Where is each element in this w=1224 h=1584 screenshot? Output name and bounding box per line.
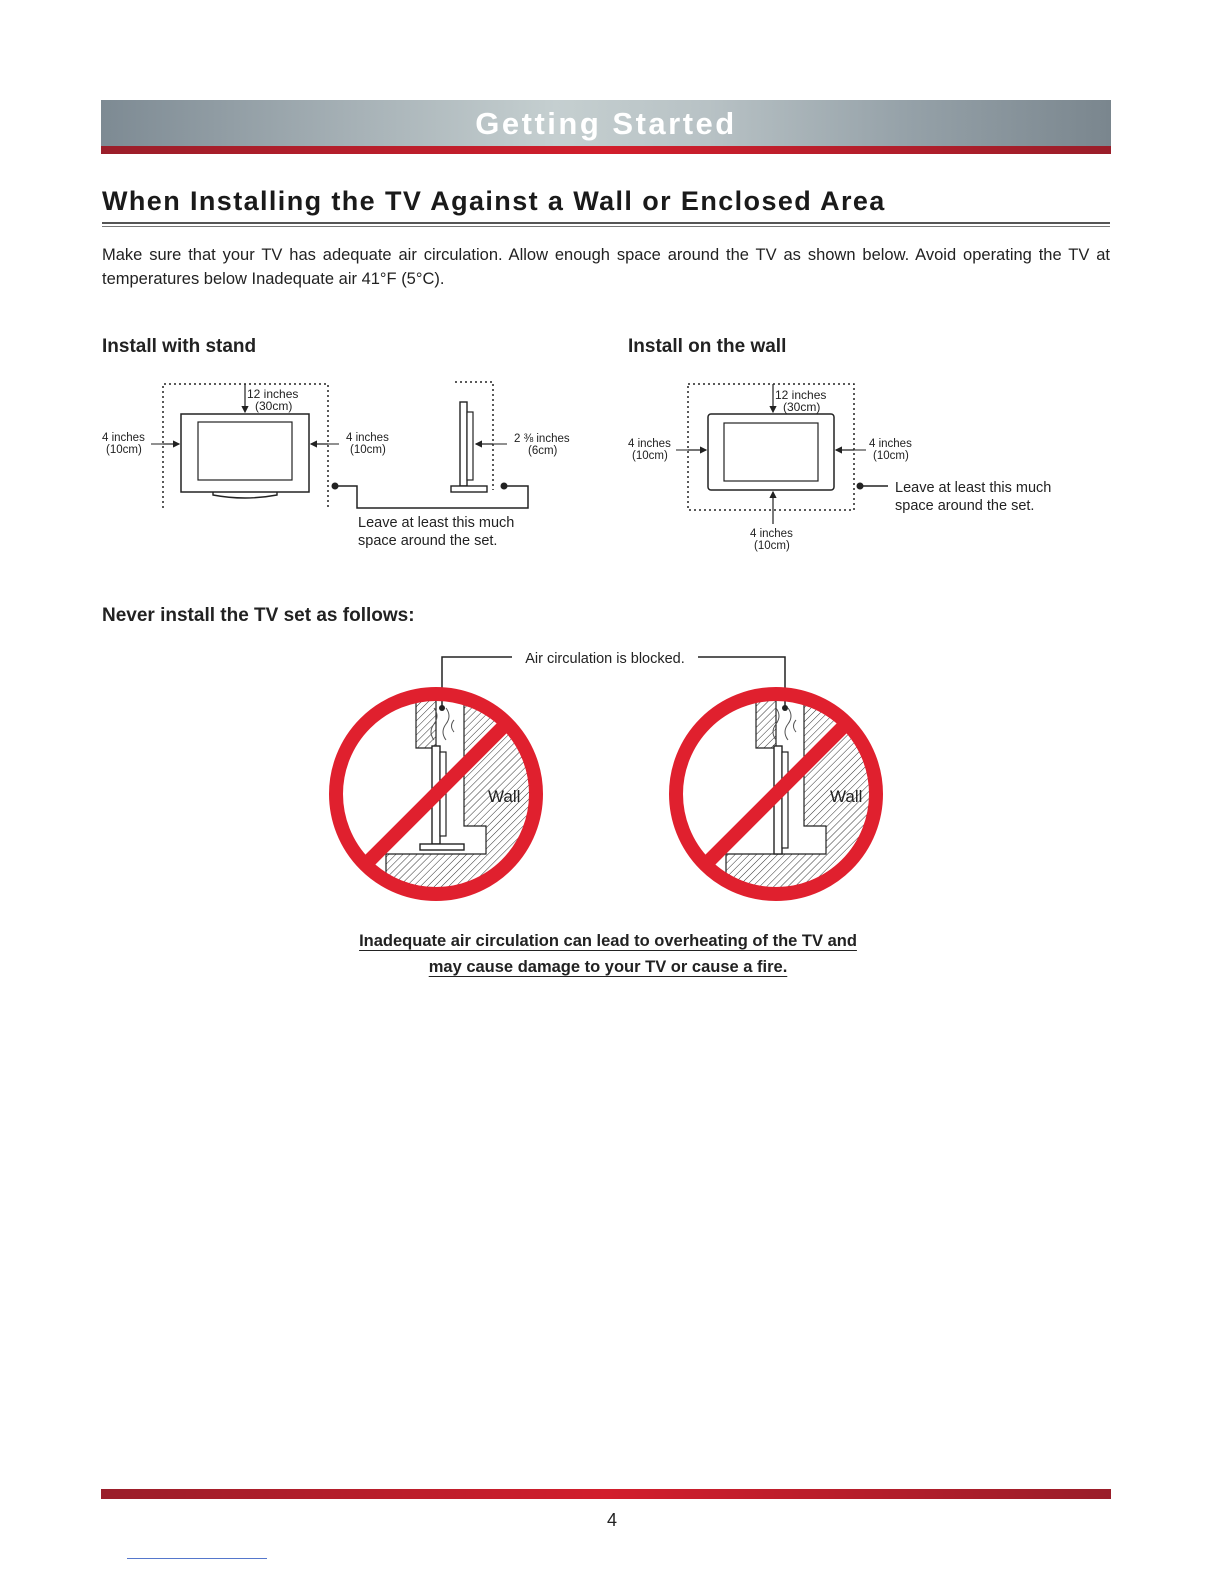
wall-right-metric: (10cm): [873, 450, 909, 462]
wall-label-left: Wall: [488, 787, 521, 806]
header-accent-bar: [101, 146, 1111, 154]
wall-bottom-label: 4 inches: [750, 528, 793, 540]
intro-paragraph: Make sure that your TV has adequate air circulation. Allow enough space around the TV as shown below. Avoid operating the TV at temperatures below Inadequate air 41°F (5°C).: [102, 246, 1110, 288]
install-with-stand-heading: Install with stand: [102, 336, 257, 357]
never-install-heading: Never install the TV set as follows:: [102, 605, 415, 626]
stand-top-label: 12 inches: [247, 387, 299, 401]
footer-bar: [101, 1489, 1111, 1499]
prohibited-scene-left: [386, 700, 550, 900]
stand-note-line1: Leave at least this much: [358, 515, 515, 531]
wall-top-label: 12 inches: [775, 388, 827, 402]
prohibited-scene-right: [726, 700, 890, 900]
wall-note-line1: Leave at least this much: [895, 480, 1052, 496]
tv-side-panel: [460, 402, 467, 486]
wall-left-label: 4 inches: [628, 438, 671, 450]
warning-line-1: Inadequate air circulation can lead to overheating of the TV and: [359, 932, 857, 950]
tv-side-base: [451, 486, 487, 492]
wall-label-right: Wall: [830, 787, 863, 806]
stand-top-metric: (30cm): [255, 399, 293, 413]
stand-left-metric: (10cm): [106, 444, 142, 456]
stand-left-label: 4 inches: [102, 432, 145, 444]
prohibited-installation-diagram: [320, 640, 900, 910]
stand-note-line2: space around the set.: [358, 533, 498, 549]
section-title-rule: [102, 222, 1110, 224]
wall-top-metric: (30cm): [783, 400, 821, 414]
section-title: When Installing the TV Against a Wall or Enclosed Area: [102, 186, 886, 216]
warning-line-2: may cause damage to your TV or cause a fire.: [428, 958, 788, 976]
stand-clearance-diagram: [95, 372, 595, 562]
callout-connector: [335, 486, 528, 508]
stand-right-metric: (10cm): [350, 444, 386, 456]
stand-side-label: 2 ⅜ inches: [514, 433, 570, 445]
tv-stand-base: [213, 492, 277, 498]
tv-front-screen: [198, 422, 292, 480]
page-number: 4: [606, 1510, 617, 1530]
air-blocked-label: Air circulation is blocked.: [525, 651, 685, 667]
stand-right-label: 4 inches: [346, 432, 389, 444]
bottom-link-line: [127, 1558, 267, 1559]
stand-side-metric: (6cm): [528, 445, 558, 457]
page-header-title: Getting Started: [475, 106, 737, 141]
wall-clearance-diagram: [622, 372, 1092, 562]
wall-tv-screen: [724, 423, 818, 481]
wall-right-label: 4 inches: [869, 438, 912, 450]
overheating-warning: [300, 928, 916, 980]
install-on-wall-heading: Install on the wall: [628, 336, 787, 357]
section-title-rule-thin: [102, 226, 1110, 227]
wall-left-metric: (10cm): [632, 450, 668, 462]
wall-note-line2: space around the set.: [895, 498, 1035, 514]
wall-bottom-metric: (10cm): [754, 540, 790, 552]
